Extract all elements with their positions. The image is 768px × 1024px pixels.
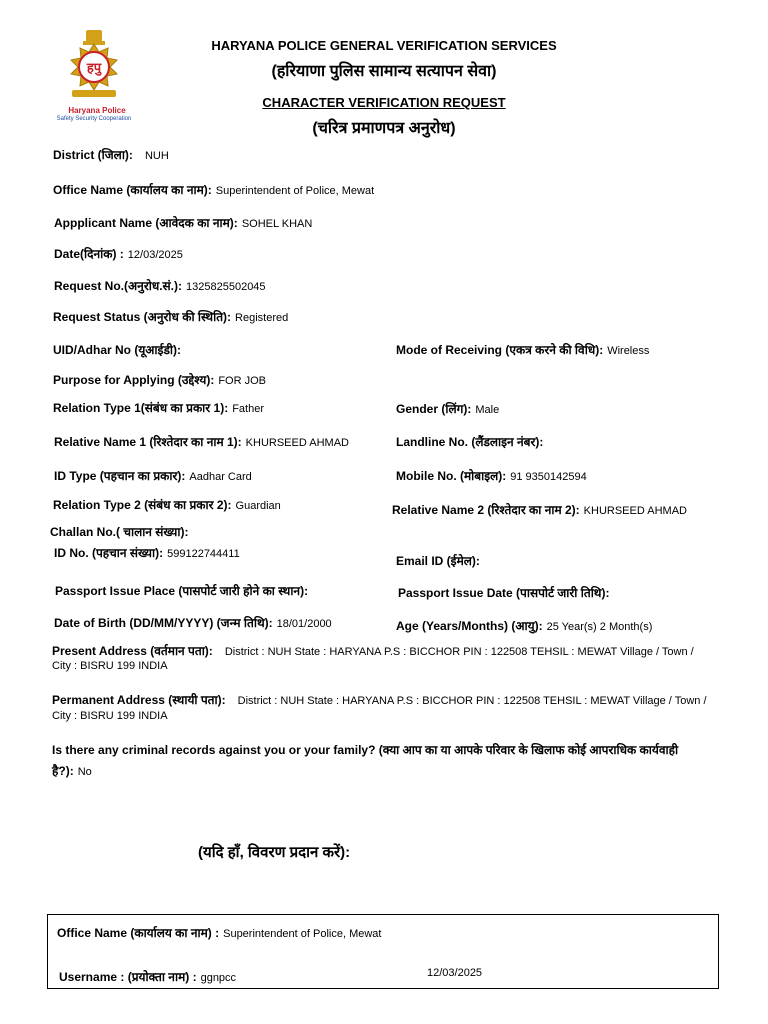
subtitle-hi: (चरित्र प्रमाणपत्र अनुरोध) [312, 120, 456, 137]
relative-name-1-label: Relative Name 1 (रिश्तेदार का नाम 1): [54, 435, 242, 449]
relative-name-2-row [392, 501, 687, 519]
id-no-row [54, 544, 240, 562]
dob-row [54, 614, 332, 632]
passport-place-row [55, 582, 312, 600]
dob-label: Date of Birth (DD/MM/YYYY) (जन्म तिथि): [54, 616, 273, 630]
request-status-row [53, 308, 288, 326]
age-value: 25 Year(s) 2 Month(s) [546, 621, 653, 633]
relative-name-1-value: KHURSEED AHMAD [245, 437, 349, 449]
passport-date-label: Passport Issue Date (पासपोर्ट जारी तिथि): [398, 586, 610, 600]
title-hi: (हरियाणा पुलिस सामान्य सत्यापन सेवा) [271, 63, 497, 80]
passport-place-label: Passport Issue Place (पासपोर्ट जारी होने का स्थान): [55, 584, 309, 598]
present-address-label: Present Address (वर्तमान पता): [52, 644, 213, 658]
uid-label: UID/Adhar No (यूआईडी): [53, 343, 181, 357]
passport-date-row [398, 584, 613, 602]
mode-of-receiving-label: Mode of Receiving (एकत्र करने की विधि): [396, 343, 604, 357]
gender-row [396, 400, 499, 418]
purpose-value: FOR JOB [218, 375, 266, 387]
relation-type-2-value: Guardian [235, 500, 281, 512]
relative-name-2-value: KHURSEED AHMAD [583, 505, 687, 517]
present-address-line1: District : NUH State : HARYANA P.S : BICCHOR PIN : 122508 TEHSIL : MEWAT Village / Town / [224, 646, 694, 658]
district-value: NUH [144, 150, 169, 162]
district-row [53, 146, 169, 164]
request-no-value: 1325825502045 [186, 281, 266, 293]
relation-type-2-label: Relation Type 2 (संबंध का प्रकार 2): [53, 498, 232, 512]
relation-type-2-row [53, 496, 281, 514]
relative-name-2-label: Relative Name 2 (रिश्तेदार का नाम 2): [392, 503, 580, 517]
applicant-name-row [54, 214, 312, 232]
request-status-label: Request Status (अनुरोध की स्थिति): [53, 310, 232, 324]
office-name-label: Office Name (कार्यालय का नाम): [53, 183, 212, 197]
footer-box [47, 914, 719, 989]
permanent-address-line2: City : BISRU 199 INDIA [52, 710, 168, 722]
gender-label: Gender (लिंग): [396, 402, 472, 416]
request-status-value: Registered [235, 312, 289, 324]
purpose-row [53, 371, 266, 389]
footer-office-value: Superintendent of Police, Mewat [223, 928, 382, 940]
footer-username-label: Username : (प्रयोक्ता नाम) : [59, 970, 197, 984]
mode-of-receiving-value: Wireless [607, 345, 650, 357]
relation-type-1-row [53, 399, 264, 417]
relation-type-1-label: Relation Type 1(संबंध का प्रकार 1): [53, 401, 229, 415]
id-type-row [54, 467, 252, 485]
mode-of-receiving-row [396, 341, 649, 359]
request-no-label: Request No.(अनुरोध.सं.): [54, 279, 183, 293]
challan-no-label: Challan No.( चालान संख्या): [50, 525, 189, 539]
present-address-row [52, 642, 694, 660]
office-name-value: Superintendent of Police, Mewat [215, 185, 375, 197]
email-label: Email ID (ईमेल): [396, 554, 480, 568]
purpose-label: Purpose for Applying (उद्देश्य): [53, 373, 215, 387]
gender-value: Male [475, 404, 500, 416]
request-no-row [54, 277, 266, 295]
relation-type-1-value: Father [232, 403, 264, 415]
footer-username-row [59, 968, 236, 986]
age-row [396, 617, 652, 635]
present-address-line2: City : BISRU 199 INDIA [52, 660, 168, 672]
svg-text:हपु: हपु [86, 61, 102, 76]
logo-tagline: Safety Security Cooperation [56, 116, 132, 122]
dob-value: 18/01/2000 [276, 618, 332, 630]
criminal-records-question-end: है?): [52, 764, 74, 778]
details-prompt: (यदि हाँ, विवरण प्रदान करें): [198, 844, 351, 861]
mobile-value: 91 9350142594 [510, 471, 587, 483]
logo-name: Haryana Police [68, 106, 126, 115]
permanent-address-row [52, 691, 707, 709]
date-label: Date(दिनांक) : [54, 247, 124, 261]
district-label: District (जिला): [53, 148, 133, 162]
date-row [54, 245, 183, 263]
title-en: HARYANA POLICE GENERAL VERIFICATION SERVICES [211, 38, 557, 53]
footer-username-value: ggnpcc [200, 972, 237, 984]
age-label: Age (Years/Months) (आयु): [396, 619, 543, 633]
criminal-records-question: Is there any criminal records against you or your family? (क्या आप का या आपके परिवार के खिलाफ कोई आपराधिक कार्यवाही [52, 743, 679, 757]
landline-row [396, 433, 547, 451]
office-name-row [53, 181, 374, 199]
id-no-label: ID No. (पहचान संख्या): [54, 546, 164, 560]
applicant-name-label: Appplicant Name (आवेदक का नाम): [54, 216, 238, 230]
relative-name-1-row [54, 433, 349, 451]
footer-office-row [57, 924, 381, 942]
criminal-records-value: No [77, 766, 92, 778]
mobile-row [396, 467, 587, 485]
id-no-value: 599122744411 [167, 548, 240, 560]
subtitle-en: CHARACTER VERIFICATION REQUEST [262, 95, 506, 110]
email-row [396, 552, 484, 570]
permanent-address-line1: District : NUH State : HARYANA P.S : BICCHOR PIN : 122508 TEHSIL : MEWAT Village / Town / [237, 695, 707, 707]
mobile-label: Mobile No. (मोबाइल): [396, 469, 507, 483]
id-type-label: ID Type (पहचान का प्रकार): [54, 469, 186, 483]
footer-date: 12/03/2025 [427, 967, 483, 979]
uid-row [53, 341, 185, 359]
date-value: 12/03/2025 [127, 249, 183, 261]
footer-office-label: Office Name (कार्यालय का नाम) : [57, 926, 220, 940]
id-type-value: Aadhar Card [189, 471, 252, 483]
permanent-address-label: Permanent Address (स्थायी पता): [52, 693, 226, 707]
challan-no-row [50, 523, 193, 541]
criminal-records-row [52, 762, 92, 780]
landline-label: Landline No. (लैंडलाइन नंबर): [396, 435, 544, 449]
applicant-name-value: SOHEL KHAN [241, 218, 313, 230]
